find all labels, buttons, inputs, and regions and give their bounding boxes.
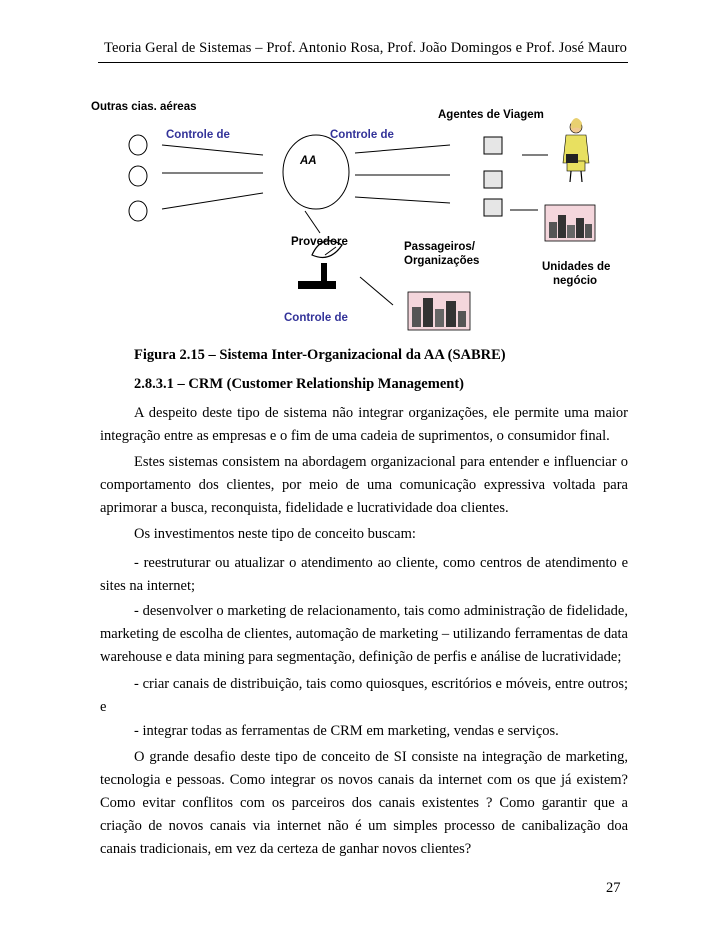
travel-agent-person-icon <box>563 118 589 182</box>
agent-terminal-3 <box>484 199 502 216</box>
diagram-graphics <box>0 85 728 345</box>
satellite-dish-icon <box>298 241 342 289</box>
other-airlines-label: Outras cias. aéreas <box>91 101 197 113</box>
passengers-label-line2: Organizações <box>404 255 480 267</box>
sabre-diagram <box>0 85 728 345</box>
control-right-label: Controle de <box>330 129 394 141</box>
aa-central-node <box>283 135 349 209</box>
airline-node-1 <box>129 135 147 155</box>
header-rule <box>98 62 628 63</box>
running-header: Teoria Geral de Sistemas – Prof. Antonio Rosa, Prof. João Domingos e Prof. José Mauro <box>104 40 627 56</box>
aa-node-label: AA <box>300 155 317 167</box>
page-number: 27 <box>606 880 621 896</box>
passengers-building-icon <box>408 292 470 330</box>
agent-terminal-1 <box>484 137 502 154</box>
link-agent-1 <box>355 145 450 153</box>
list-item-channels: - criar canais de distribuição, tais como quiosques, escritórios e móveis, entre outros; e <box>100 676 628 715</box>
business-units-building-icon <box>545 205 595 241</box>
section-title: 2.8.3.1 – CRM (Customer Relationship Management) <box>134 376 464 392</box>
paragraph-investments: Os investimentos neste tipo de conceito buscam: <box>134 526 416 542</box>
control-left-label: Controle de <box>166 129 230 141</box>
list-item-integrate: - integrar todas as ferramentas de CRM em marketing, vendas e serviços. <box>134 723 559 739</box>
airline-node-3 <box>129 201 147 221</box>
provider-label: Provedore <box>291 236 348 248</box>
paragraph-challenge: O grande desafio deste tipo de conceito de SI consiste na integração de marketing, tecnologia e pessoas. Como integrar os novos canais da internet com os que já existem? Como evitar conflitos com os parceiros dos canais existentes ? Como garantir que a criação de novos canais via internet não é um simples processo de canibalização doa canais tradicionais, em vez da certeza de ganhar novos clientes? <box>100 749 628 857</box>
list-item-restructure: - reestruturar ou atualizar o atendimento ao cliente, como centros de atendimento e sites na internet; <box>100 555 628 594</box>
agent-terminal-2 <box>484 171 502 188</box>
link-provider-passengers <box>360 277 393 305</box>
travel-agents-label: Agentes de Viagem <box>438 109 544 121</box>
figure-caption: Figura 2.15 – Sistema Inter-Organizacional da AA (SABRE) <box>134 347 506 363</box>
paragraph-definition: Estes sistemas consistem na abordagem organizacional para entender e influenciar o comportamento dos clientes, por meio de uma comunicação expressiva voltada para aprimorar a busca, reconquista, fidelidade e lucratividade doa clientes. <box>100 454 628 516</box>
link-airline-3 <box>162 193 263 209</box>
link-agent-3 <box>355 197 450 203</box>
passengers-label-line1: Passageiros/ <box>404 241 475 253</box>
airline-node-2 <box>129 166 147 186</box>
list-item-marketing: - desenvolver o marketing de relacionamento, tais como administração de fidelidade, marketing de escolha de clientes, automação de marketing – utilizando ferramentas de data warehouse e data mining para segmentação, definição de perfis e análise de lucratividade; <box>100 603 628 665</box>
paragraph-intro: A despeito deste tipo de sistema não integrar organizações, ele permite uma maior integração entre as empresas e o fim de uma cadeia de suprimentos, o consumidor final. <box>100 405 628 444</box>
business-units-label-line2: negócio <box>553 275 598 287</box>
link-aa-provider <box>305 211 320 233</box>
control-bottom-label: Controle de <box>284 312 348 324</box>
business-units-label-line1: Unidades de <box>542 261 611 273</box>
link-airline-1 <box>162 145 263 155</box>
